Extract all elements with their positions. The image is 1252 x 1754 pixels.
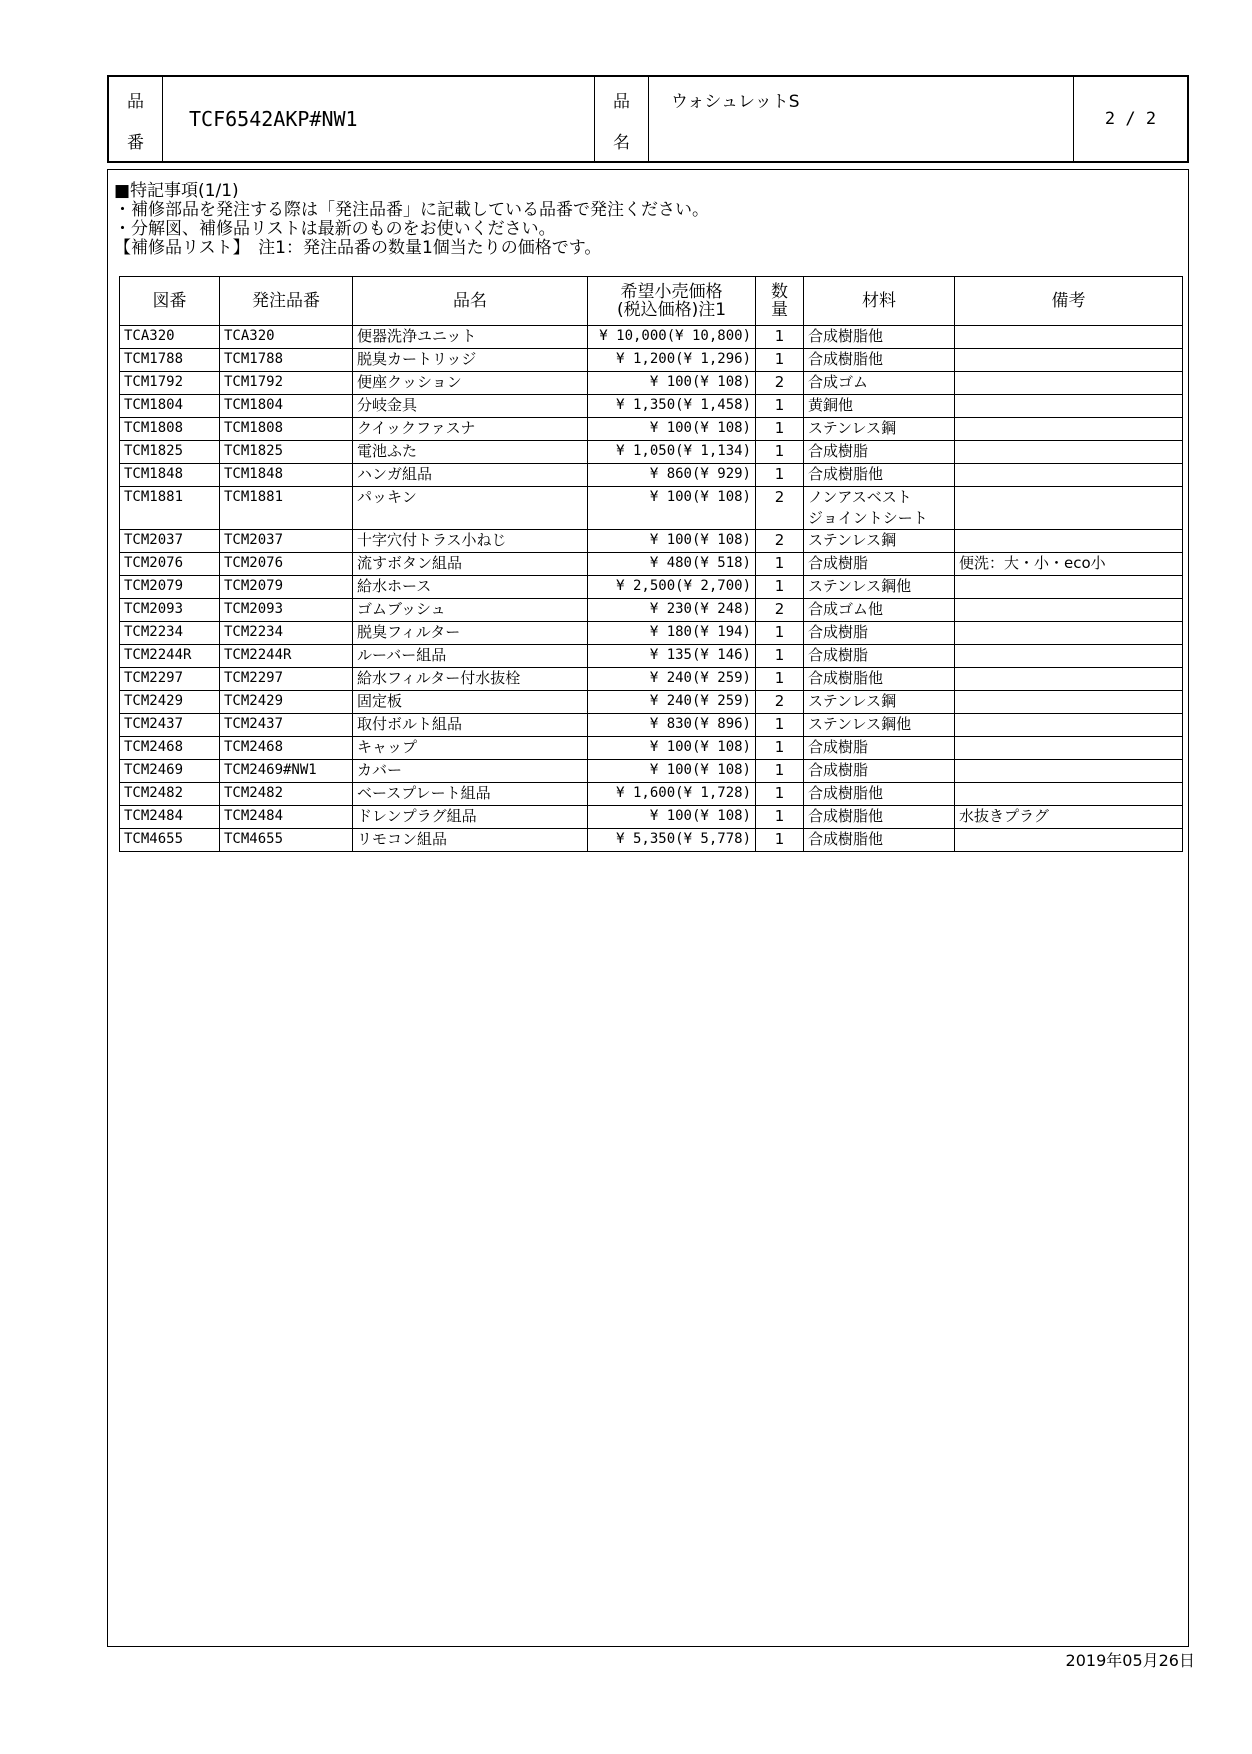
cell-part-name: キャップ	[353, 737, 588, 760]
cell-part-name: カバー	[353, 760, 588, 783]
cell-price: ¥ 480(¥ 518)	[588, 553, 756, 576]
cell-part-name: 固定板	[353, 691, 588, 714]
cell-fig-no: TCA320	[120, 326, 220, 349]
cell-remarks	[955, 395, 1183, 418]
table-row	[120, 553, 1183, 576]
cell-order-no: TCM1792	[220, 372, 353, 395]
cell-price: ¥ 2,500(¥ 2,700)	[588, 576, 756, 599]
cell-fig-no: TCM2093	[120, 599, 220, 622]
cell-order-no: TCM2429	[220, 691, 353, 714]
cell-material: 合成樹脂	[804, 645, 955, 668]
cell-material: 合成樹脂	[804, 760, 955, 783]
document-header	[107, 75, 1189, 163]
cell-fig-no: TCM1788	[120, 349, 220, 372]
cell-order-no: TCM1848	[220, 464, 353, 487]
cell-quantity: 1	[756, 441, 804, 464]
special-notes	[114, 182, 709, 258]
cell-part-name: クイックファスナ	[353, 418, 588, 441]
cell-order-no: TCM1804	[220, 395, 353, 418]
cell-remarks	[955, 599, 1183, 622]
cell-material: 合成樹脂	[804, 441, 955, 464]
cell-remarks: 便洗：大・小・eco小	[955, 553, 1183, 576]
cell-part-name: ゴムブッシュ	[353, 599, 588, 622]
cell-remarks	[955, 487, 1183, 530]
cell-price: ¥ 230(¥ 248)	[588, 599, 756, 622]
cell-quantity: 1	[756, 645, 804, 668]
cell-material: ステンレス鋼	[804, 530, 955, 553]
cell-quantity: 1	[756, 464, 804, 487]
part-number-label-2: 番	[127, 133, 144, 153]
header-quantity	[756, 277, 804, 326]
cell-order-no: TCM2079	[220, 576, 353, 599]
cell-remarks	[955, 668, 1183, 691]
cell-material: ノンアスベスト ジョイントシート	[804, 487, 955, 530]
table-row	[120, 576, 1183, 599]
cell-material: 黄銅他	[804, 395, 955, 418]
note-line: ・分解図、補修品リストは最新のものをお使いください。	[114, 219, 556, 239]
cell-remarks	[955, 326, 1183, 349]
cell-fig-no: TCM2079	[120, 576, 220, 599]
header-remarks: 備考	[955, 277, 1183, 326]
cell-remarks	[955, 645, 1183, 668]
part-number-label-1: 品	[127, 92, 144, 112]
cell-price: ¥ 1,050(¥ 1,134)	[588, 441, 756, 464]
cell-quantity: 2	[756, 691, 804, 714]
cell-remarks	[955, 418, 1183, 441]
cell-quantity: 1	[756, 737, 804, 760]
cell-price: ¥ 1,600(¥ 1,728)	[588, 783, 756, 806]
cell-price: ¥ 1,200(¥ 1,296)	[588, 349, 756, 372]
table-row	[120, 783, 1183, 806]
cell-quantity: 1	[756, 395, 804, 418]
cell-order-no: TCM2297	[220, 668, 353, 691]
cell-remarks	[955, 691, 1183, 714]
issue-date: 2019年05月26日	[1065, 1651, 1195, 1670]
cell-quantity: 1	[756, 576, 804, 599]
cell-remarks	[955, 714, 1183, 737]
cell-quantity: 2	[756, 530, 804, 553]
cell-price: ¥ 100(¥ 108)	[588, 487, 756, 530]
cell-price: ¥ 830(¥ 896)	[588, 714, 756, 737]
cell-price: ¥ 100(¥ 108)	[588, 760, 756, 783]
cell-quantity: 1	[756, 668, 804, 691]
cell-fig-no: TCM2469	[120, 760, 220, 783]
cell-fig-no: TCM2437	[120, 714, 220, 737]
header-material: 材料	[804, 277, 955, 326]
header-quantity-line-2: 量	[771, 300, 788, 320]
table-header-row	[120, 277, 1183, 326]
product-name-label	[595, 77, 649, 161]
cell-part-name: 脱臭フィルター	[353, 622, 588, 645]
cell-price: ¥ 180(¥ 194)	[588, 622, 756, 645]
cell-material: 合成樹脂他	[804, 668, 955, 691]
cell-quantity: 1	[756, 760, 804, 783]
cell-remarks	[955, 441, 1183, 464]
cell-order-no: TCM2093	[220, 599, 353, 622]
cell-fig-no: TCM1848	[120, 464, 220, 487]
cell-price: ¥ 10,000(¥ 10,800)	[588, 326, 756, 349]
cell-part-name: 電池ふた	[353, 441, 588, 464]
cell-remarks	[955, 530, 1183, 553]
cell-material: 合成樹脂他	[804, 464, 955, 487]
cell-order-no: TCM2076	[220, 553, 353, 576]
cell-quantity: 1	[756, 418, 804, 441]
table-row	[120, 829, 1183, 852]
cell-order-no: TCM2484	[220, 806, 353, 829]
cell-fig-no: TCM1881	[120, 487, 220, 530]
cell-part-name: パッキン	[353, 487, 588, 530]
cell-material: ステンレス鋼他	[804, 576, 955, 599]
cell-remarks	[955, 349, 1183, 372]
cell-price: ¥ 240(¥ 259)	[588, 691, 756, 714]
table-row	[120, 464, 1183, 487]
cell-part-name: 十字穴付トラス小ねじ	[353, 530, 588, 553]
table-row	[120, 441, 1183, 464]
cell-remarks	[955, 737, 1183, 760]
cell-quantity: 1	[756, 829, 804, 852]
cell-quantity: 1	[756, 326, 804, 349]
cell-quantity: 1	[756, 553, 804, 576]
cell-quantity: 2	[756, 487, 804, 530]
notes-heading: ■特記事項(1/1)	[114, 181, 239, 201]
cell-remarks: 水抜きプラグ	[955, 806, 1183, 829]
cell-price: ¥ 100(¥ 108)	[588, 530, 756, 553]
cell-remarks	[955, 464, 1183, 487]
cell-material: 合成ゴム他	[804, 599, 955, 622]
parts-list-heading: 【補修品リスト】 注1：発注品番の数量1個当たりの価格です。	[114, 238, 602, 258]
cell-order-no: TCA320	[220, 326, 353, 349]
cell-order-no: TCM1808	[220, 418, 353, 441]
header-quantity-line-1: 数	[771, 282, 788, 302]
cell-fig-no: TCM2484	[120, 806, 220, 829]
table-row	[120, 599, 1183, 622]
cell-fig-no: TCM1825	[120, 441, 220, 464]
table-row	[120, 530, 1183, 553]
cell-material: 合成樹脂他	[804, 783, 955, 806]
table-row	[120, 326, 1183, 349]
cell-price: ¥ 135(¥ 146)	[588, 645, 756, 668]
table-row	[120, 691, 1183, 714]
cell-material: 合成樹脂	[804, 553, 955, 576]
cell-material: 合成樹脂	[804, 622, 955, 645]
cell-fig-no: TCM2037	[120, 530, 220, 553]
cell-remarks	[955, 760, 1183, 783]
header-price-line-2: (税込価格)注1	[616, 300, 727, 320]
cell-fig-no: TCM4655	[120, 829, 220, 852]
cell-order-no: TCM2234	[220, 622, 353, 645]
header-order-no: 発注品番	[220, 277, 353, 326]
cell-material: 合成樹脂	[804, 737, 955, 760]
cell-material: ステンレス鋼	[804, 691, 955, 714]
cell-order-no: TCM4655	[220, 829, 353, 852]
cell-quantity: 1	[756, 622, 804, 645]
cell-part-name: 給水フィルター付水抜栓	[353, 668, 588, 691]
cell-order-no: TCM1825	[220, 441, 353, 464]
cell-fig-no: TCM1804	[120, 395, 220, 418]
cell-material: 合成樹脂他	[804, 349, 955, 372]
cell-order-no: TCM2437	[220, 714, 353, 737]
cell-quantity: 2	[756, 372, 804, 395]
table-row	[120, 645, 1183, 668]
table-row	[120, 349, 1183, 372]
cell-order-no: TCM2468	[220, 737, 353, 760]
cell-material: 合成樹脂他	[804, 829, 955, 852]
cell-fig-no: TCM2234	[120, 622, 220, 645]
part-number-value: TCF6542AKP#NW1	[163, 77, 595, 161]
cell-part-name: リモコン組品	[353, 829, 588, 852]
cell-material: 合成ゴム	[804, 372, 955, 395]
cell-part-name: 流すボタン組品	[353, 553, 588, 576]
table-row	[120, 760, 1183, 783]
table-row	[120, 622, 1183, 645]
cell-remarks	[955, 829, 1183, 852]
cell-quantity: 2	[756, 599, 804, 622]
cell-part-name: ベースプレート組品	[353, 783, 588, 806]
table-row	[120, 372, 1183, 395]
cell-remarks	[955, 372, 1183, 395]
cell-quantity: 1	[756, 783, 804, 806]
cell-part-name: ハンガ組品	[353, 464, 588, 487]
cell-price: ¥ 240(¥ 259)	[588, 668, 756, 691]
cell-quantity: 1	[756, 714, 804, 737]
cell-part-name: 便器洗浄ユニット	[353, 326, 588, 349]
cell-order-no: TCM2482	[220, 783, 353, 806]
cell-price: ¥ 860(¥ 929)	[588, 464, 756, 487]
cell-price: ¥ 100(¥ 108)	[588, 737, 756, 760]
cell-order-no: TCM2037	[220, 530, 353, 553]
cell-remarks	[955, 622, 1183, 645]
cell-order-no: TCM2469#NW1	[220, 760, 353, 783]
product-name-label-2: 名	[613, 133, 630, 153]
table-row	[120, 418, 1183, 441]
page-number: 2 / 2	[1104, 109, 1157, 129]
parts-table	[119, 276, 1183, 852]
cell-material: 合成樹脂他	[804, 326, 955, 349]
cell-price: ¥ 100(¥ 108)	[588, 806, 756, 829]
cell-part-name: 取付ボルト組品	[353, 714, 588, 737]
cell-part-name: ドレンプラグ組品	[353, 806, 588, 829]
table-row	[120, 487, 1183, 530]
cell-fig-no: TCM1808	[120, 418, 220, 441]
table-row	[120, 737, 1183, 760]
cell-fig-no: TCM2429	[120, 691, 220, 714]
cell-part-name: 便座クッション	[353, 372, 588, 395]
cell-order-no: TCM1788	[220, 349, 353, 372]
cell-price: ¥ 1,350(¥ 1,458)	[588, 395, 756, 418]
cell-price: ¥ 100(¥ 108)	[588, 372, 756, 395]
cell-remarks	[955, 783, 1183, 806]
cell-part-name: ルーバー組品	[353, 645, 588, 668]
product-name-value: ウォシュレットS	[649, 77, 1074, 161]
cell-fig-no: TCM1792	[120, 372, 220, 395]
cell-material: ステンレス鋼	[804, 418, 955, 441]
cell-part-name: 給水ホース	[353, 576, 588, 599]
header-price-line-1: 希望小売価格	[620, 282, 723, 302]
product-name-label-1: 品	[613, 92, 630, 112]
cell-quantity: 1	[756, 349, 804, 372]
header-price	[588, 277, 756, 326]
cell-price: ¥ 5,350(¥ 5,778)	[588, 829, 756, 852]
cell-fig-no: TCM2482	[120, 783, 220, 806]
cell-order-no: TCM1881	[220, 487, 353, 530]
cell-price: ¥ 100(¥ 108)	[588, 418, 756, 441]
header-fig-no: 図番	[120, 277, 220, 326]
cell-part-name: 分岐金具	[353, 395, 588, 418]
cell-remarks	[955, 576, 1183, 599]
cell-fig-no: TCM2297	[120, 668, 220, 691]
cell-part-name: 脱臭カートリッジ	[353, 349, 588, 372]
table-row	[120, 714, 1183, 737]
cell-material: 合成樹脂他	[804, 806, 955, 829]
table-row	[120, 806, 1183, 829]
cell-order-no: TCM2244R	[220, 645, 353, 668]
note-line: ・補修部品を発注する際は「発注品番」に記載している品番で発注ください。	[114, 200, 709, 220]
table-row	[120, 668, 1183, 691]
cell-quantity: 1	[756, 806, 804, 829]
header-part-name: 品名	[353, 277, 588, 326]
table-row	[120, 395, 1183, 418]
cell-fig-no: TCM2076	[120, 553, 220, 576]
part-number-label	[109, 77, 163, 161]
cell-fig-no: TCM2468	[120, 737, 220, 760]
cell-material: ステンレス鋼他	[804, 714, 955, 737]
cell-fig-no: TCM2244R	[120, 645, 220, 668]
